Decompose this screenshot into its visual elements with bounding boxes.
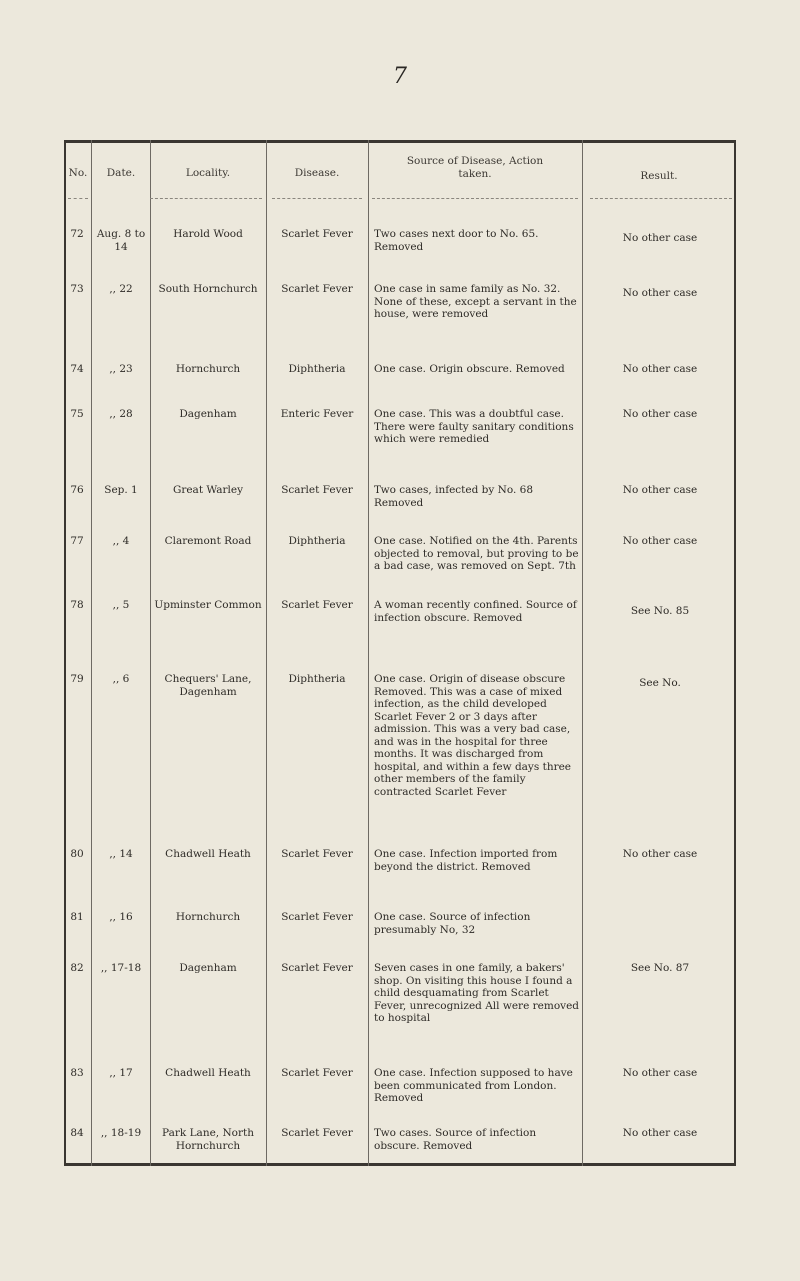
row-number: 74 bbox=[70, 363, 84, 375]
row-result: No other case bbox=[622, 1067, 698, 1079]
row-source: Seven cases in one family, a bakers' shop. On visiting this house I found a child desquamating from Scarlet Fever, unrecognized All were removed to hospital bbox=[374, 962, 580, 1024]
row-locality: Chequers' Lane, Dagenham bbox=[164, 673, 252, 698]
header-rule bbox=[372, 198, 578, 200]
row-result: No other case bbox=[622, 232, 698, 244]
header-date: Date. bbox=[106, 167, 136, 179]
header-rule bbox=[590, 198, 732, 200]
row-result: See No. bbox=[639, 677, 681, 689]
row-date: ,, 17-18 bbox=[100, 962, 142, 974]
row-number: 82 bbox=[70, 962, 84, 974]
row-date: ,, 18-19 bbox=[100, 1127, 142, 1139]
row-result: No other case bbox=[622, 363, 698, 375]
row-locality: Park Lane, North Hornchurch bbox=[162, 1127, 254, 1152]
row-date: ,, 6 bbox=[112, 673, 130, 685]
row-locality: Chadwell Heath bbox=[165, 848, 251, 860]
row-number: 84 bbox=[70, 1127, 84, 1139]
row-result: No other case bbox=[622, 287, 698, 299]
row-number: 72 bbox=[70, 228, 84, 240]
row-result: No other case bbox=[622, 408, 698, 420]
row-number: 79 bbox=[70, 673, 84, 685]
row-source: One case. Notified on the 4th. Parents objected to removal, but proving to be a bad case, was removed on Sept. 7th bbox=[374, 535, 579, 572]
row-number: 77 bbox=[70, 535, 84, 547]
row-date: ,, 14 bbox=[109, 848, 133, 860]
row-disease: Diphtheria bbox=[288, 363, 346, 375]
row-locality: Great Warley bbox=[172, 484, 244, 496]
header-locality: Locality. bbox=[185, 167, 231, 179]
row-date: ,, 16 bbox=[109, 911, 133, 923]
row-disease: Enteric Fever bbox=[280, 408, 354, 420]
row-source: One case. Infection imported from beyond the district. Removed bbox=[374, 848, 558, 873]
row-source: One case. Infection supposed to have been communicated from London. Removed bbox=[374, 1067, 573, 1104]
row-source: Two cases. Source of infection obscure. Removed bbox=[374, 1127, 537, 1152]
row-result: No other case bbox=[622, 484, 698, 496]
column-divider bbox=[150, 140, 151, 1166]
row-locality: Dagenham bbox=[179, 962, 237, 974]
header-rule bbox=[68, 198, 88, 200]
row-source: One case. Origin obscure. Removed bbox=[374, 363, 565, 375]
row-disease: Scarlet Fever bbox=[281, 962, 353, 974]
row-number: 75 bbox=[70, 408, 84, 420]
row-disease: Scarlet Fever bbox=[281, 484, 353, 496]
row-locality: Chadwell Heath bbox=[165, 1067, 251, 1079]
row-result: No other case bbox=[622, 1127, 698, 1139]
row-source: One case. This was a doubtful case. There were faulty sanitary conditions which were remedied bbox=[374, 408, 574, 445]
row-locality: Hornchurch bbox=[175, 911, 241, 923]
row-date: Aug. 8 to 14 bbox=[96, 228, 146, 253]
row-result: See No. 85 bbox=[630, 605, 690, 617]
row-date: ,, 17 bbox=[109, 1067, 133, 1079]
header-disease: Disease. bbox=[294, 167, 340, 179]
row-result: No other case bbox=[622, 535, 698, 547]
header-rule bbox=[150, 198, 262, 200]
column-divider bbox=[582, 140, 583, 1166]
row-disease: Diphtheria bbox=[288, 535, 346, 547]
row-number: 73 bbox=[70, 283, 84, 295]
row-locality: Hornchurch bbox=[175, 363, 241, 375]
row-number: 80 bbox=[70, 848, 84, 860]
row-source: Two cases, infected by No. 68 Removed bbox=[374, 484, 534, 509]
row-locality: South Hornchurch bbox=[158, 283, 258, 295]
row-source: One case. Origin of disease obscure Removed. This was a case of mixed infection, as the child developed Scarlet Fever 2 or 3 days after admission. This was a very bad case, and was in the hospital for three months. It was discharged from hospital, and within a few days three other members of the family contracted Scarlet Fever bbox=[374, 673, 572, 798]
column-divider bbox=[368, 140, 369, 1166]
header-source: Source of Disease, Action taken. bbox=[406, 155, 544, 180]
row-locality: Dagenham bbox=[179, 408, 237, 420]
row-disease: Scarlet Fever bbox=[281, 599, 353, 611]
header-rule bbox=[272, 198, 362, 200]
row-date: ,, 5 bbox=[112, 599, 130, 611]
row-number: 81 bbox=[70, 911, 84, 923]
row-locality: Upminster Common bbox=[154, 599, 262, 611]
row-date: Sep. 1 bbox=[104, 484, 138, 496]
header-result: Result. bbox=[640, 170, 678, 182]
row-number: 78 bbox=[70, 599, 84, 611]
row-source: One case in same family as No. 32. None of these, except a servant in the house, were removed bbox=[374, 283, 577, 320]
row-locality: Claremont Road bbox=[164, 535, 252, 547]
page-number: 7 bbox=[393, 64, 407, 89]
column-divider bbox=[266, 140, 267, 1166]
row-locality: Harold Wood bbox=[173, 228, 243, 240]
row-date: ,, 22 bbox=[109, 283, 133, 295]
row-disease: Scarlet Fever bbox=[281, 283, 353, 295]
row-disease: Diphtheria bbox=[288, 673, 346, 685]
row-number: 83 bbox=[70, 1067, 84, 1079]
row-date: ,, 28 bbox=[109, 408, 133, 420]
row-date: ,, 4 bbox=[112, 535, 130, 547]
row-source: A woman recently confined. Source of infection obscure. Removed bbox=[374, 599, 577, 624]
row-disease: Scarlet Fever bbox=[281, 1127, 353, 1139]
row-disease: Scarlet Fever bbox=[281, 848, 353, 860]
row-result: No other case bbox=[622, 848, 698, 860]
row-source: One case. Source of infection presumably No, 32 bbox=[374, 911, 531, 936]
row-number: 76 bbox=[70, 484, 84, 496]
row-source: Two cases next door to No. 65. Removed bbox=[374, 228, 539, 253]
row-disease: Scarlet Fever bbox=[281, 911, 353, 923]
row-disease: Scarlet Fever bbox=[281, 228, 353, 240]
row-date: ,, 23 bbox=[109, 363, 133, 375]
row-disease: Scarlet Fever bbox=[281, 1067, 353, 1079]
header-no: No. bbox=[68, 167, 88, 179]
row-result: See No. 87 bbox=[630, 962, 690, 974]
